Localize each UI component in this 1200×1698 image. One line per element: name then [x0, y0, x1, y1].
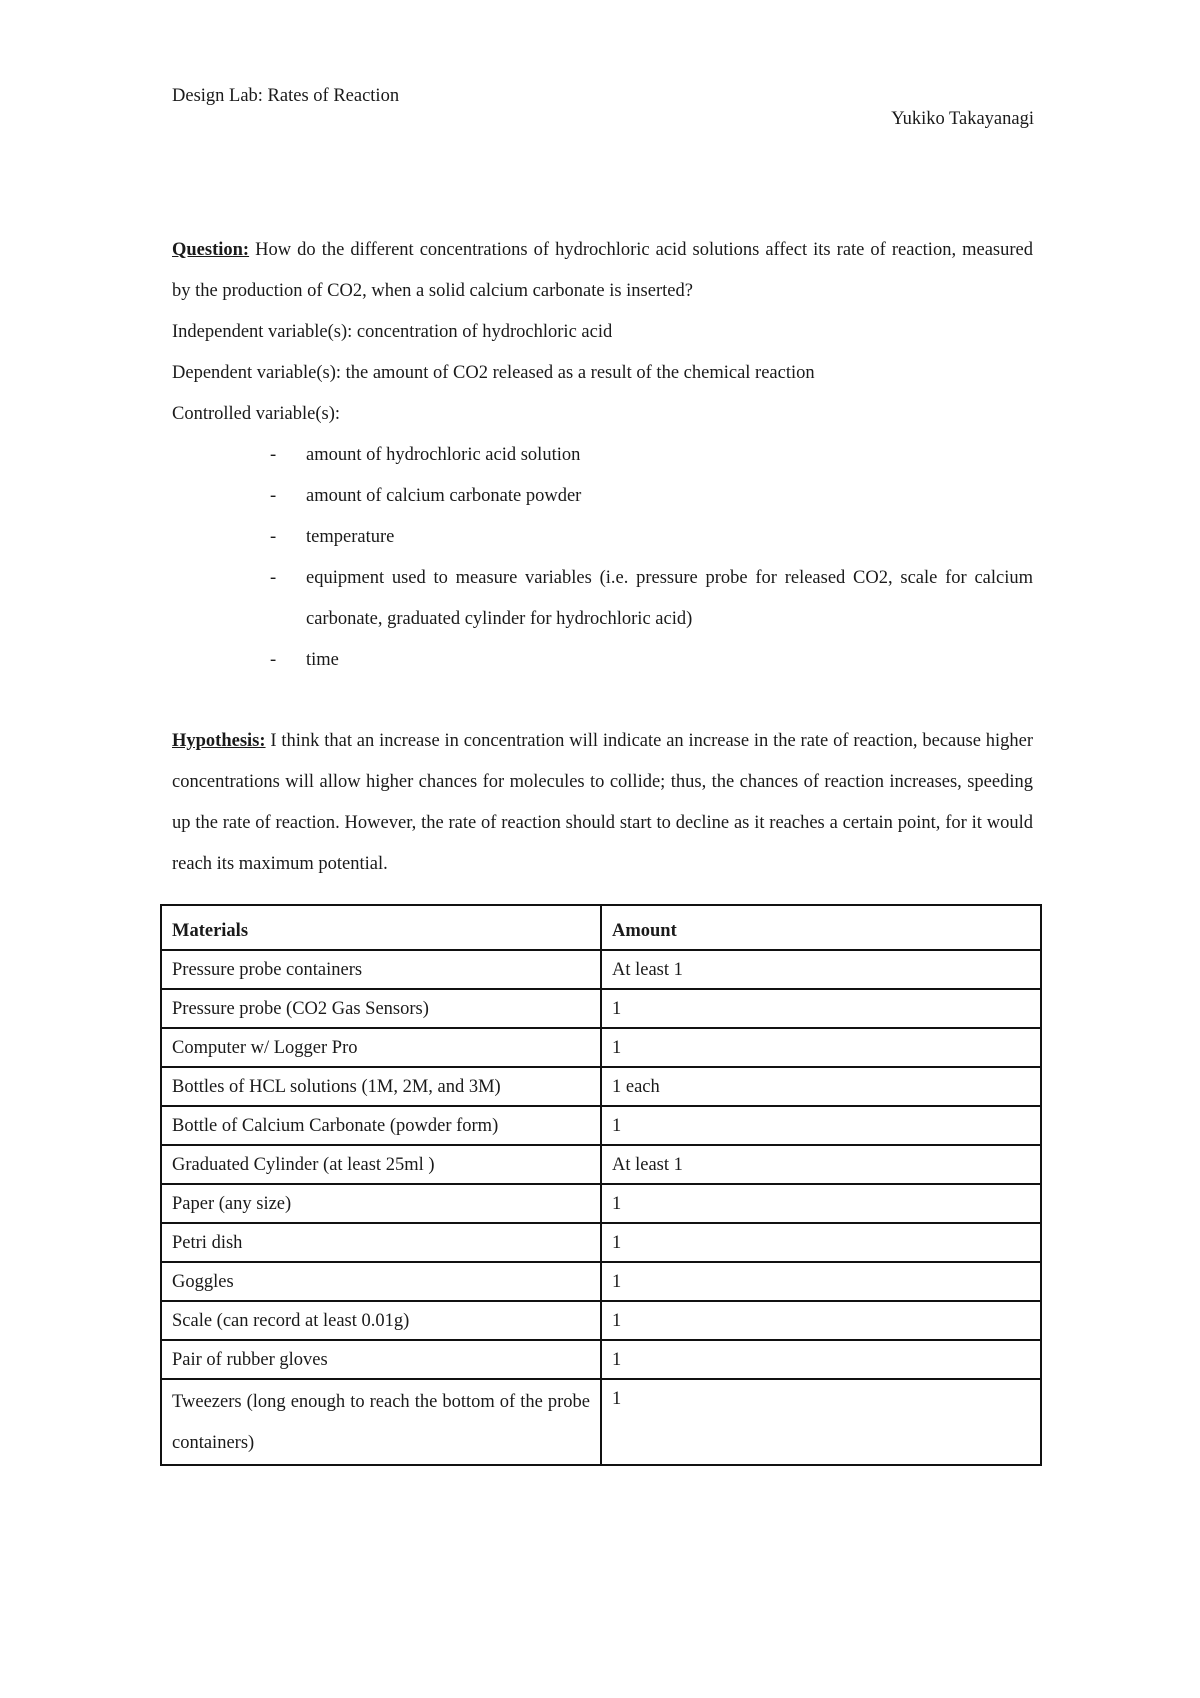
- table-row: [161, 950, 1041, 989]
- amount-cell: 1: [601, 1379, 1041, 1465]
- independent-variable: Independent variable(s): concentration of hydrochloric acid: [172, 322, 613, 342]
- material-cell: Pressure probe (CO2 Gas Sensors): [161, 989, 601, 1028]
- question-paragraph: [172, 230, 1033, 312]
- table-row: [161, 1184, 1041, 1223]
- hypothesis-text: I think that an increase in concentration will indicate an increase in the rate of reaction, because higher concentrations will allow higher chances for molecules to collide; thus, the chances of reaction increases, speeding up the rate of reaction. However, the rate of reaction should start to decline as it reaches a certain point, for it would reach its maximum potential.: [172, 731, 1033, 874]
- amount-cell: 1: [601, 1223, 1041, 1262]
- material-cell: Tweezers (long enough to reach the bottom of the probe containers): [161, 1379, 601, 1465]
- list-item: - time: [172, 640, 1033, 681]
- material-cell: Pressure probe containers: [161, 950, 601, 989]
- table-row: [161, 1223, 1041, 1262]
- table-row: [161, 1301, 1041, 1340]
- bullet-dash: -: [270, 650, 277, 670]
- controlled-variables-list: [172, 435, 1033, 681]
- hypothesis-label: Hypothesis:: [172, 731, 266, 751]
- hypothesis-paragraph: [172, 721, 1033, 885]
- table-header-row: [161, 905, 1041, 950]
- table-row: [161, 1145, 1041, 1184]
- material-cell: Computer w/ Logger Pro: [161, 1028, 601, 1067]
- table-row: [161, 1340, 1041, 1379]
- amount-cell: 1: [601, 1301, 1041, 1340]
- amount-cell: 1: [601, 989, 1041, 1028]
- material-cell: Paper (any size): [161, 1184, 601, 1223]
- material-cell: Scale (can record at least 0.01g): [161, 1301, 601, 1340]
- author-name: Yukiko Takayanagi: [891, 109, 1034, 129]
- materials-column-header: Materials: [161, 905, 601, 950]
- bullet-dash: -: [270, 568, 277, 588]
- question-label: Question:: [172, 240, 250, 260]
- material-cell: Pair of rubber gloves: [161, 1340, 601, 1379]
- bullet-dash: -: [270, 486, 277, 506]
- amount-cell: 1 each: [601, 1067, 1041, 1106]
- spacer: [172, 681, 1033, 721]
- bullet-dash: -: [270, 527, 277, 547]
- table-row: [161, 1106, 1041, 1145]
- document-title: Design Lab: Rates of Reaction: [172, 86, 400, 106]
- table-row: [161, 1067, 1041, 1106]
- list-item: - temperature: [172, 517, 1033, 558]
- table-row: [161, 1028, 1041, 1067]
- question-text: How do the different concentrations of hydrochloric acid solutions affect its rate of reaction, measured by the production of CO2, when a solid calcium carbonate is inserted?: [172, 240, 1033, 301]
- document-body: [172, 230, 1033, 885]
- table-row: [161, 1379, 1041, 1465]
- dependent-variable: Dependent variable(s): the amount of CO2 released as a result of the chemical reaction: [172, 363, 815, 383]
- material-cell: Bottles of HCL solutions (1M, 2M, and 3M): [161, 1067, 601, 1106]
- list-item: - amount of calcium carbonate powder: [172, 476, 1033, 517]
- amount-cell: 1: [601, 1340, 1041, 1379]
- table-row: [161, 1262, 1041, 1301]
- material-cell: Goggles: [161, 1262, 601, 1301]
- amount-cell: At least 1: [601, 950, 1041, 989]
- list-item: - amount of hydrochloric acid solution: [172, 435, 1033, 476]
- amount-cell: 1: [601, 1106, 1041, 1145]
- amount-cell: At least 1: [601, 1145, 1041, 1184]
- controlled-variables-label: Controlled variable(s):: [172, 404, 340, 424]
- bullet-dash: -: [270, 445, 277, 465]
- materials-table: [160, 904, 1042, 1466]
- amount-column-header: Amount: [601, 905, 1041, 950]
- amount-cell: 1: [601, 1262, 1041, 1301]
- material-cell: Petri dish: [161, 1223, 601, 1262]
- material-cell: Bottle of Calcium Carbonate (powder form): [161, 1106, 601, 1145]
- table-row: [161, 989, 1041, 1028]
- material-cell: Graduated Cylinder (at least 25ml ): [161, 1145, 601, 1184]
- amount-cell: 1: [601, 1184, 1041, 1223]
- amount-cell: 1: [601, 1028, 1041, 1067]
- list-item: - equipment used to measure variables (i.e. pressure probe for released CO2, scale for calcium carbonate, graduated cylinder for hydrochloric acid): [172, 558, 1033, 640]
